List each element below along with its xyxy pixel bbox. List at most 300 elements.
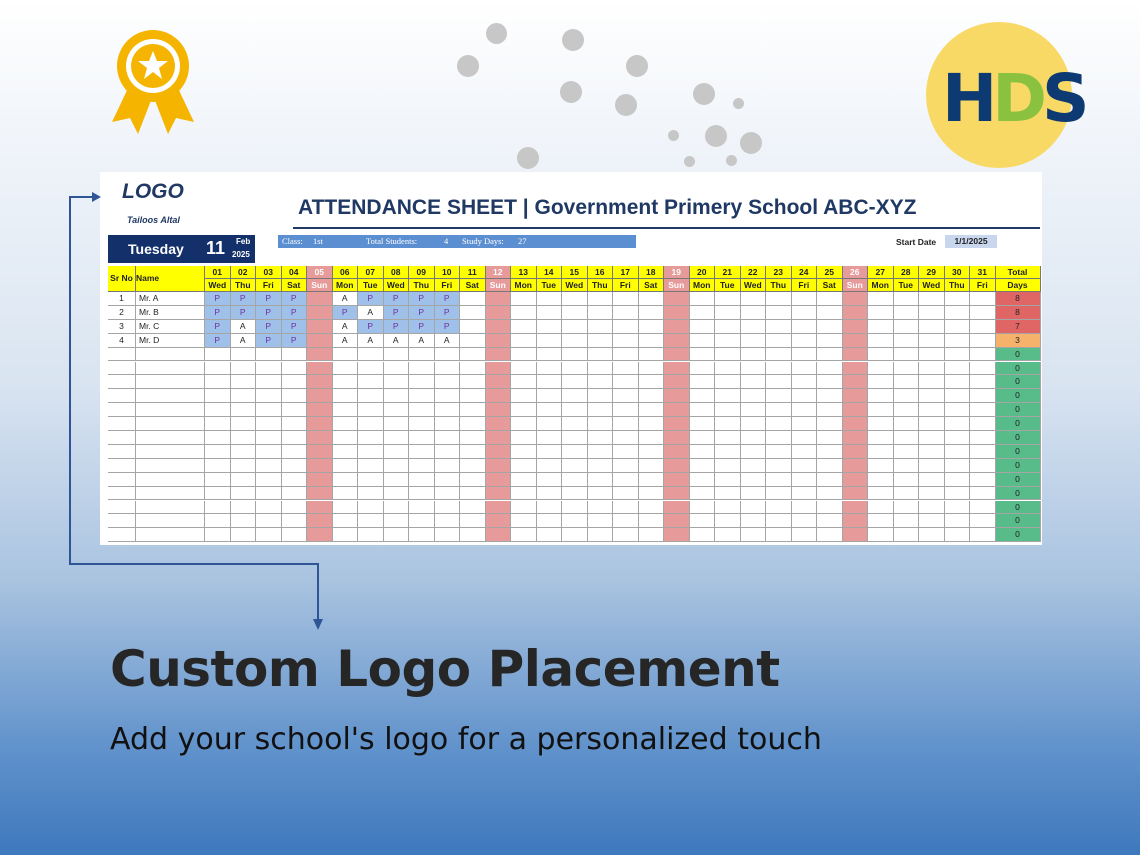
attendance-cell [256,375,282,389]
attendance-cell: P [409,292,435,306]
attendance-cell [664,306,690,320]
attendance-cell [766,389,792,403]
attendance-cell [307,292,333,306]
header-weekday: Mon [868,279,894,292]
attendance-cell [409,389,435,403]
attendance-cell [409,417,435,431]
attendance-cell [945,514,971,528]
attendance-cell [970,514,996,528]
attendance-cell [333,403,359,417]
attendance-cell: P [256,292,282,306]
attendance-cell [741,292,767,306]
attendance-cell [409,445,435,459]
attendance-cell [511,306,537,320]
attendance-cell [231,403,257,417]
attendance-cell [307,389,333,403]
attendance-cell [486,445,512,459]
attendance-cell [715,375,741,389]
total-days-cell: 0 [996,459,1041,473]
sr-no-cell [108,431,136,445]
attendance-cell [792,348,818,362]
attendance-cell [231,487,257,501]
attendance-cell [358,514,384,528]
attendance-cell [435,445,461,459]
attendance-cell [945,403,971,417]
attendance-cell [766,334,792,348]
attendance-cell [435,417,461,431]
attendance-cell [792,292,818,306]
attendance-cell [588,528,614,542]
attendance-cell [282,487,308,501]
attendance-cell [715,403,741,417]
attendance-cell [562,501,588,515]
attendance-cell [256,389,282,403]
attendance-cell [792,501,818,515]
attendance-cell [741,389,767,403]
attendance-cell [766,445,792,459]
hds-brand-logo [926,22,1085,168]
attendance-cell [919,403,945,417]
attendance-cell [333,389,359,403]
attendance-cell [715,431,741,445]
attendance-cell [766,362,792,376]
header-total: Total [996,266,1041,279]
attendance-cell [409,431,435,445]
attendance-cell [307,445,333,459]
attendance-cell [817,389,843,403]
attendance-cell: P [358,320,384,334]
attendance-cell [511,431,537,445]
attendance-cell [970,375,996,389]
header-weekday: Mon [690,279,716,292]
attendance-cell [282,501,308,515]
attendance-cell [435,487,461,501]
total-days-cell: 3 [996,334,1041,348]
attendance-cell [333,487,359,501]
attendance-cell [894,348,920,362]
attendance-cell: P [205,320,231,334]
attendance-cell [741,334,767,348]
student-name-cell [136,417,205,431]
attendance-cell: P [384,320,410,334]
attendance-cell [792,473,818,487]
attendance-cell [690,320,716,334]
attendance-cell [690,501,716,515]
attendance-cell: P [256,320,282,334]
header-date: 07 [358,266,384,279]
sr-no-cell [108,487,136,501]
attendance-cell [537,362,563,376]
attendance-cell [511,403,537,417]
attendance-cell [613,306,639,320]
attendance-cell [256,501,282,515]
attendance-cell [894,389,920,403]
attendance-cell [537,445,563,459]
total-days-cell: 0 [996,362,1041,376]
students-label: Total Students: [366,236,418,246]
attendance-cell [511,348,537,362]
attendance-cell [205,473,231,487]
attendance-cell [511,292,537,306]
header-weekday: Thu [945,279,971,292]
attendance-cell [307,417,333,431]
attendance-cell [435,389,461,403]
attendance-cell [843,375,869,389]
attendance-cell [307,431,333,445]
attendance-cell [307,459,333,473]
total-days-cell: 8 [996,292,1041,306]
attendance-cell [843,417,869,431]
attendance-cell [792,459,818,473]
student-name-cell: Mr. C [136,320,205,334]
attendance-cell [715,348,741,362]
attendance-cell [562,417,588,431]
attendance-cell [613,292,639,306]
attendance-cell [435,348,461,362]
attendance-cell: P [282,306,308,320]
attendance-cell: P [282,320,308,334]
attendance-cell: A [333,292,359,306]
attendance-cell [690,306,716,320]
attendance-cell [817,362,843,376]
attendance-cell [384,403,410,417]
header-weekday: Sat [460,279,486,292]
attendance-cell [588,375,614,389]
attendance-cell [817,403,843,417]
attendance-cell [843,445,869,459]
attendance-cell [690,389,716,403]
attendance-cell [358,431,384,445]
attendance-cell [588,501,614,515]
attendance-cell [741,348,767,362]
attendance-cell [384,528,410,542]
attendance-cell: P [384,292,410,306]
attendance-cell [843,431,869,445]
attendance-cell [792,417,818,431]
attendance-cell [792,362,818,376]
student-name-cell [136,473,205,487]
attendance-cell [460,403,486,417]
sheet-title: ATTENDANCE SHEET | Government Primery School ABC-XYZ [298,196,917,219]
header-date: 13 [511,266,537,279]
attendance-cell: A [358,334,384,348]
attendance-cell [460,528,486,542]
attendance-cell [690,375,716,389]
header-weekday: Fri [256,279,282,292]
attendance-cell [460,487,486,501]
attendance-cell [537,528,563,542]
attendance-cell [766,501,792,515]
header-date: 19 [664,266,690,279]
attendance-cell [384,362,410,376]
attendance-cell [664,362,690,376]
attendance-cell [690,292,716,306]
header-date: 17 [613,266,639,279]
attendance-cell [307,514,333,528]
attendance-cell [817,292,843,306]
sr-no-cell [108,362,136,376]
header-date: 30 [945,266,971,279]
attendance-cell: P [282,334,308,348]
attendance-cell [766,306,792,320]
attendance-cell [919,348,945,362]
attendance-cell [588,459,614,473]
attendance-cell [537,473,563,487]
attendance-cell [282,459,308,473]
header-weekday: Wed [562,279,588,292]
attendance-cell: P [256,306,282,320]
attendance-cell [537,389,563,403]
attendance-cell [333,445,359,459]
logo-placeholder: LOGO [122,180,184,203]
attendance-cell [435,514,461,528]
attendance-cell [741,306,767,320]
attendance-cell [639,334,665,348]
header-weekday: Thu [588,279,614,292]
total-days-cell: 0 [996,487,1041,501]
attendance-cell [333,375,359,389]
sr-no-cell [108,403,136,417]
attendance-cell [945,459,971,473]
attendance-cell [384,417,410,431]
logo-subtitle: Tailoos Altal [127,215,180,225]
header-weekday: Wed [205,279,231,292]
attendance-cell [970,334,996,348]
attendance-cell [919,362,945,376]
attendance-cell [333,473,359,487]
attendance-cell [486,362,512,376]
attendance-cell [715,389,741,403]
attendance-cell [358,348,384,362]
attendance-cell [945,375,971,389]
attendance-cell [307,501,333,515]
attendance-cell [843,306,869,320]
attendance-cell [384,445,410,459]
attendance-sheet-preview [100,172,1042,545]
attendance-cell [384,501,410,515]
attendance-cell [358,528,384,542]
header-weekday: Sun [307,279,333,292]
attendance-cell [919,514,945,528]
attendance-cell [664,320,690,334]
attendance-cell [919,528,945,542]
attendance-cell [868,375,894,389]
attendance-cell [945,445,971,459]
headline: Custom Logo Placement [110,640,780,698]
attendance-cell [792,514,818,528]
attendance-cell [945,417,971,431]
header-date: 12 [486,266,512,279]
attendance-cell [333,514,359,528]
attendance-cell [460,362,486,376]
attendance-cell [562,348,588,362]
attendance-cell [588,320,614,334]
student-name-cell [136,375,205,389]
header-weekday: Sun [664,279,690,292]
attendance-cell: A [435,334,461,348]
attendance-cell [843,514,869,528]
day-month: Feb [236,237,251,246]
attendance-cell [690,348,716,362]
attendance-cell [613,403,639,417]
attendance-cell [307,473,333,487]
attendance-cell [486,334,512,348]
attendance-cell [460,306,486,320]
attendance-cell [460,292,486,306]
attendance-cell [919,459,945,473]
award-ribbon-icon [108,26,198,136]
attendance-cell: P [256,334,282,348]
attendance-cell [256,445,282,459]
sr-no-cell [108,501,136,515]
header-weekday: Thu [409,279,435,292]
attendance-cell [511,362,537,376]
attendance-cell [945,431,971,445]
attendance-cell [843,403,869,417]
attendance-cell [562,528,588,542]
attendance-cell [690,459,716,473]
header-date: 06 [333,266,359,279]
attendance-cell [766,403,792,417]
attendance-cell [205,528,231,542]
attendance-cell [945,306,971,320]
attendance-cell [358,362,384,376]
attendance-cell [205,417,231,431]
attendance-cell [537,320,563,334]
attendance-cell [715,292,741,306]
header-date: 04 [282,266,308,279]
attendance-cell [894,473,920,487]
attendance-cell [588,362,614,376]
attendance-cell [231,431,257,445]
attendance-cell [613,487,639,501]
attendance-cell [894,334,920,348]
total-days-cell: 0 [996,473,1041,487]
attendance-cell [970,459,996,473]
attendance-cell [409,514,435,528]
attendance-cell [562,514,588,528]
attendance-cell [817,473,843,487]
attendance-cell [741,362,767,376]
attendance-cell [511,417,537,431]
header-date: 20 [690,266,716,279]
attendance-cell [690,431,716,445]
attendance-cell [613,473,639,487]
attendance-cell [919,473,945,487]
attendance-cell [409,473,435,487]
header-weekday: Sun [486,279,512,292]
attendance-cell [919,292,945,306]
student-name-cell: Mr. A [136,292,205,306]
attendance-cell [894,306,920,320]
attendance-cell [715,417,741,431]
total-days-cell: 8 [996,306,1041,320]
attendance-cell [792,389,818,403]
attendance-cell [868,417,894,431]
attendance-cell [690,528,716,542]
attendance-cell [562,487,588,501]
attendance-cell [868,431,894,445]
attendance-cell [766,514,792,528]
student-name-cell [136,348,205,362]
header-date: 25 [817,266,843,279]
attendance-cell [639,514,665,528]
attendance-cell [766,348,792,362]
sr-no-cell [108,445,136,459]
attendance-cell [766,528,792,542]
header-date: 21 [715,266,741,279]
header-date: 05 [307,266,333,279]
attendance-cell [970,292,996,306]
attendance-cell [460,389,486,403]
total-days-cell: 0 [996,514,1041,528]
attendance-cell [460,320,486,334]
attendance-cell [715,306,741,320]
subheadline: Add your school's logo for a personalized touch [110,722,822,757]
header-date: 03 [256,266,282,279]
attendance-cell [664,445,690,459]
attendance-cell [256,403,282,417]
attendance-cell [766,431,792,445]
attendance-cell [639,389,665,403]
attendance-cell [690,403,716,417]
attendance-cell [282,431,308,445]
attendance-cell [868,320,894,334]
attendance-cell [766,473,792,487]
attendance-cell [690,417,716,431]
attendance-cell [945,528,971,542]
attendance-cell: P [409,306,435,320]
attendance-cell [307,362,333,376]
attendance-cell [486,417,512,431]
attendance-cell [588,487,614,501]
start-date-input[interactable]: 1/1/2025 [945,235,997,248]
attendance-cell [460,445,486,459]
total-days-cell: 0 [996,389,1041,403]
attendance-cell: A [409,334,435,348]
attendance-cell [894,320,920,334]
day-year: 2025 [232,250,250,259]
attendance-cell [843,348,869,362]
attendance-cell [460,431,486,445]
start-date-label: Start Date [896,237,937,247]
attendance-cell [868,348,894,362]
attendance-cell [970,473,996,487]
attendance-cell [970,306,996,320]
attendance-cell [282,362,308,376]
students-value: 4 [444,236,449,246]
attendance-cell [358,403,384,417]
attendance-cell [256,514,282,528]
attendance-cell [894,501,920,515]
attendance-cell [613,348,639,362]
attendance-cell [435,362,461,376]
attendance-cell [486,431,512,445]
attendance-cell [588,445,614,459]
attendance-cell [664,375,690,389]
header-days: Days [996,279,1041,292]
attendance-cell [817,514,843,528]
attendance-cell [945,487,971,501]
attendance-cell [664,334,690,348]
total-days-cell: 7 [996,320,1041,334]
attendance-cell [843,459,869,473]
sr-no-cell [108,473,136,487]
attendance-cell [868,334,894,348]
attendance-cell [511,459,537,473]
attendance-cell [639,403,665,417]
attendance-cell [843,501,869,515]
